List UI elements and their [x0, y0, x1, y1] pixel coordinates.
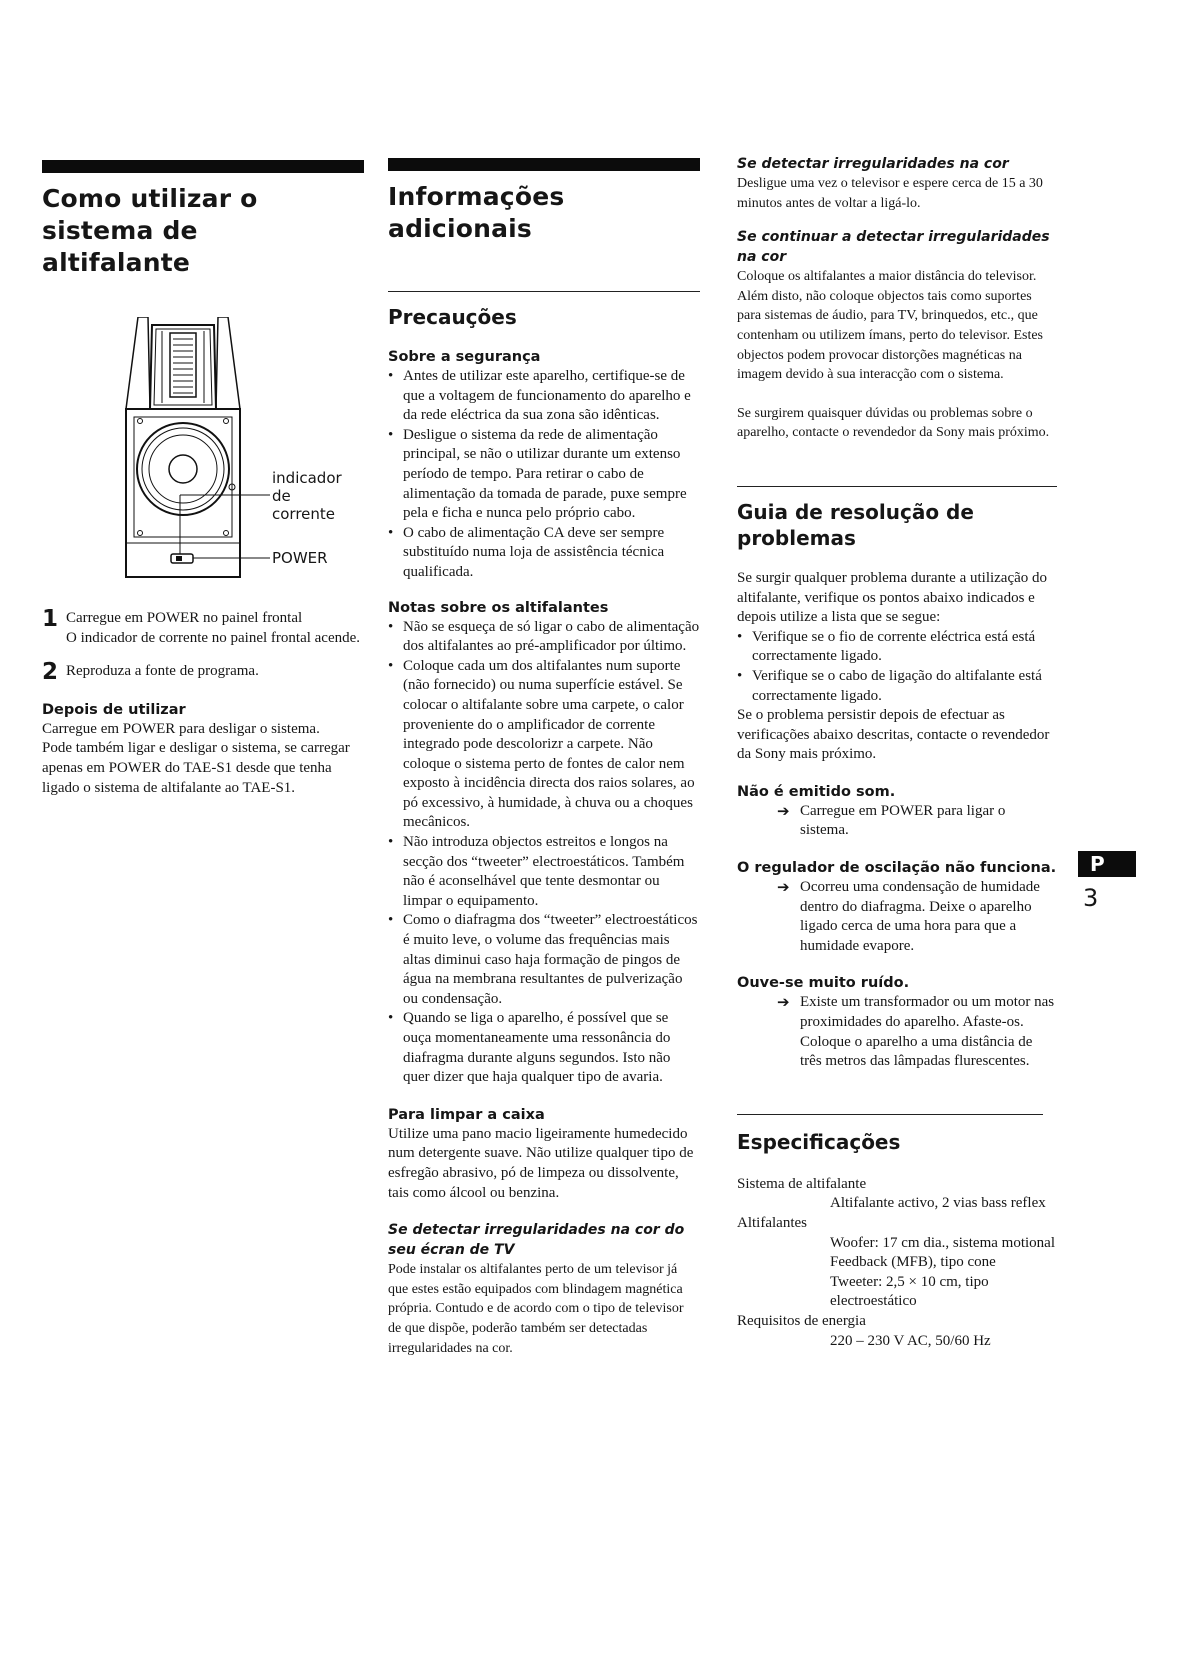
step-1-text: Carregue em POWER no painel frontal — [66, 610, 303, 626]
subsection-rule — [737, 486, 1057, 487]
problem-title: Não é emitido som. — [737, 783, 896, 800]
page-number: 3 — [1083, 884, 1099, 912]
after-use-text: Carregue em POWER para desligar o sistema. — [42, 720, 320, 737]
color-irregularity-heading: Se detectar irregularidades na cor — [737, 156, 1009, 172]
list-item: • Desligue o sistema da rede de alimentação principal, se não o utilizar durante um extenso período de tempo. Para retirar o cabo de alimentação da tomada de parade, puxe sempre pela e ficha e nunca pelo próprio cabo. — [388, 426, 700, 524]
step-1 — [42, 606, 364, 648]
troubleshooting-outro: Se o problema persistir depois de efectuar as verificações abaixo descritas, contacte o revendedor da Sony mais próximo. — [737, 707, 1050, 763]
specifications-title: Especificações — [737, 1129, 901, 1154]
column-usage — [42, 160, 364, 798]
list-item: • Não se esqueça de só ligar o cabo de alimentação dos altifalantes ao pré-amplificador por último. — [388, 618, 700, 657]
spec-value: Woofer: 17 cm dia., sistema motional Feedback (MFB), tipo cone — [830, 1234, 1055, 1271]
spec-value: 220 – 230 V AC, 50/60 Hz — [830, 1332, 991, 1349]
list-item: • Coloque cada um dos altifalantes num suporte (não fornecido) ou numa superfície estável. Se colocar o altifalante sobre uma carpete, o calor proveniente do o amplificador de corrente integrado pode descolorizr a carpete. Não coloque o sistema perto de fontes de calor nem exposto à incidência directa dos raios solares, ao pó excessivo, à humidade, à chuva ou a choques mecânicos. — [388, 657, 700, 833]
column-additional-info — [388, 158, 700, 1358]
tv-color-text: Pode instalar os altifalantes perto de um televisor já que estes estão equipados com blindagem magnética própria. Contudo e de acordo com o tipo de televisor de que dispõe, poderão também ser detectadas irregularidades na cor. — [388, 1262, 684, 1356]
safety-list — [388, 367, 700, 583]
color-persist-heading: Se continuar a detectar irregularidades na cor — [737, 229, 1050, 266]
indicator-label: indicador de corrente — [272, 469, 342, 523]
contact-text: Se surgirem quaisquer dúvidas ou problemas sobre o aparelho, contacte o revendedor da Sony mais próximo. — [737, 405, 1050, 441]
check-list — [737, 628, 1057, 706]
after-use-text-2: Pode também ligar e desligar o sistema, se carregar apenas em POWER do TAE-S1 desde que tenha ligado o sistema de altifalante ao TAE-S1. — [42, 740, 350, 796]
arrow-right-icon: ➔ — [777, 880, 790, 897]
column-troubleshooting — [737, 154, 1057, 1351]
list-item: • Quando se liga o aparelho, é possível que se ouça momentaneamente uma ressonância do diafragma durante alguns segundos. Isto não quer dizer que haja qualquer tipo de avaria. — [388, 1009, 700, 1087]
arrow-right-icon: ➔ — [777, 995, 790, 1012]
subsection-rule — [737, 1114, 1043, 1115]
spec-label: Altifalantes — [737, 1215, 807, 1231]
step-number: 2 — [42, 659, 59, 686]
specifications-list — [737, 1175, 1057, 1351]
language-tab-badge: P — [1078, 851, 1136, 877]
after-use-heading: Depois de utilizar — [42, 701, 186, 718]
precautions-title: Precauções — [388, 305, 517, 329]
color-irregularity-text: Desligue uma vez o televisor e espere cerca de 15 a 30 minutos antes de voltar a ligá-lo. — [737, 176, 1043, 211]
spec-label: Sistema de altifalante — [737, 1175, 867, 1192]
step-2 — [42, 659, 364, 686]
color-persist-text-2: Além disto, não coloque objectos tais como suportes para sistemas de áudio, para TV, brinquedos, etc., que contenham ou utilizem ímans, perto do televisor. Estes objectos podem provocar distorções magnéticas na imagem devido à sua interacção com o sistema. — [737, 288, 1043, 383]
problem-solution: ➔ Existe um transformador ou um motor nas proximidades do aparelho. Afaste-os. Coloque o aparelho a uma distância de três metros das lâmpadas flurescentes. — [777, 994, 1055, 1070]
tv-color-heading: Se detectar irregularidades na cor do seu écran de TV — [388, 1222, 685, 1259]
speaker-illustration — [42, 317, 364, 587]
list-item: • Não introduza objectos estreitos e longos na secção dos “tweeter” electroestáticos. Também não é aconselhável que tente desmontar ou limpar o equipamento. — [388, 833, 700, 911]
list-item: • Verifique se o cabo de ligação do altifalante está correctamente ligado. — [737, 667, 1057, 706]
step-1-detail: O indicador de corrente no painel frontal acende. — [66, 629, 361, 646]
spec-value: Tweeter: 2,5 × 10 cm, tipo electroestático — [830, 1273, 989, 1310]
power-label: POWER — [272, 549, 328, 567]
speaker-drawing — [42, 317, 364, 587]
step-number: 1 — [42, 606, 59, 632]
troubleshooting-intro: Se surgir qualquer problema durante a utilização do altifalante, verifique os pontos abaixo indicados e depois utilize a lista que se segue: — [737, 569, 1048, 626]
list-item: • O cabo de alimentação CA deve ser sempre substituído numa loja de assistência técnica qualificada. — [388, 524, 700, 583]
color-persist-text: Coloque os altifalantes a maior distância do televisor. — [737, 269, 1037, 285]
section-title-usage: Como utilizar o sistema de altifalante — [42, 184, 258, 277]
list-item: • Antes de utilizar este aparelho, certifique-se de que a voltagem de funcionamento do aparelho e da rede eléctrica da sua zona são idênticas. — [388, 367, 700, 426]
spec-label: Requisitos de energia — [737, 1312, 866, 1329]
section-rule — [42, 160, 364, 173]
section-rule — [388, 158, 700, 171]
cleaning-text: Utilize uma pano macio ligeiramente humedecido num detergente suave. Não utilize qualquer tipo de esfregão abrasivo, pó de limpeza ou dissolvente, tais como álcool ou benzina. — [388, 1125, 694, 1201]
problem-solution: ➔ Ocorreu uma condensação de humidade dentro do diafragma. Deixe o aparelho ligado cerca de uma hora para que a humidade evapore. — [777, 879, 1040, 954]
speaker-notes-heading: Notas sobre os altifalantes — [388, 599, 609, 616]
spec-value: Altifalante activo, 2 vias bass reflex — [830, 1195, 1046, 1212]
list-item: • Como o diafragma dos “tweeter” electroestáticos é muito leve, o volume das frequências mais altas diminui caso haja formação de pingos de água na membrana resultantes de pulverização ou condensação. — [388, 911, 700, 1009]
speaker-notes-list — [388, 618, 700, 1088]
subsection-rule — [388, 291, 700, 292]
problem-solution: ➔ Carregue em POWER para ligar o sistema. — [777, 802, 1006, 839]
arrow-right-icon: ➔ — [777, 803, 790, 820]
troubleshooting-title: Guia de resolução de problemas — [737, 499, 974, 550]
step-2-text: Reproduza a fonte de programa. — [66, 663, 259, 680]
cleaning-heading: Para limpar a caixa — [388, 1106, 545, 1123]
problem-title: O regulador de oscilação não funciona. — [737, 860, 1057, 877]
problem-title: Ouve-se muito ruído. — [737, 975, 910, 992]
list-item: • Verifique se o fio de corrente eléctrica está está correctamente ligado. — [737, 628, 1057, 667]
safety-heading: Sobre a segurança — [388, 349, 541, 365]
section-title-additional: Informações adicionais — [388, 182, 565, 243]
